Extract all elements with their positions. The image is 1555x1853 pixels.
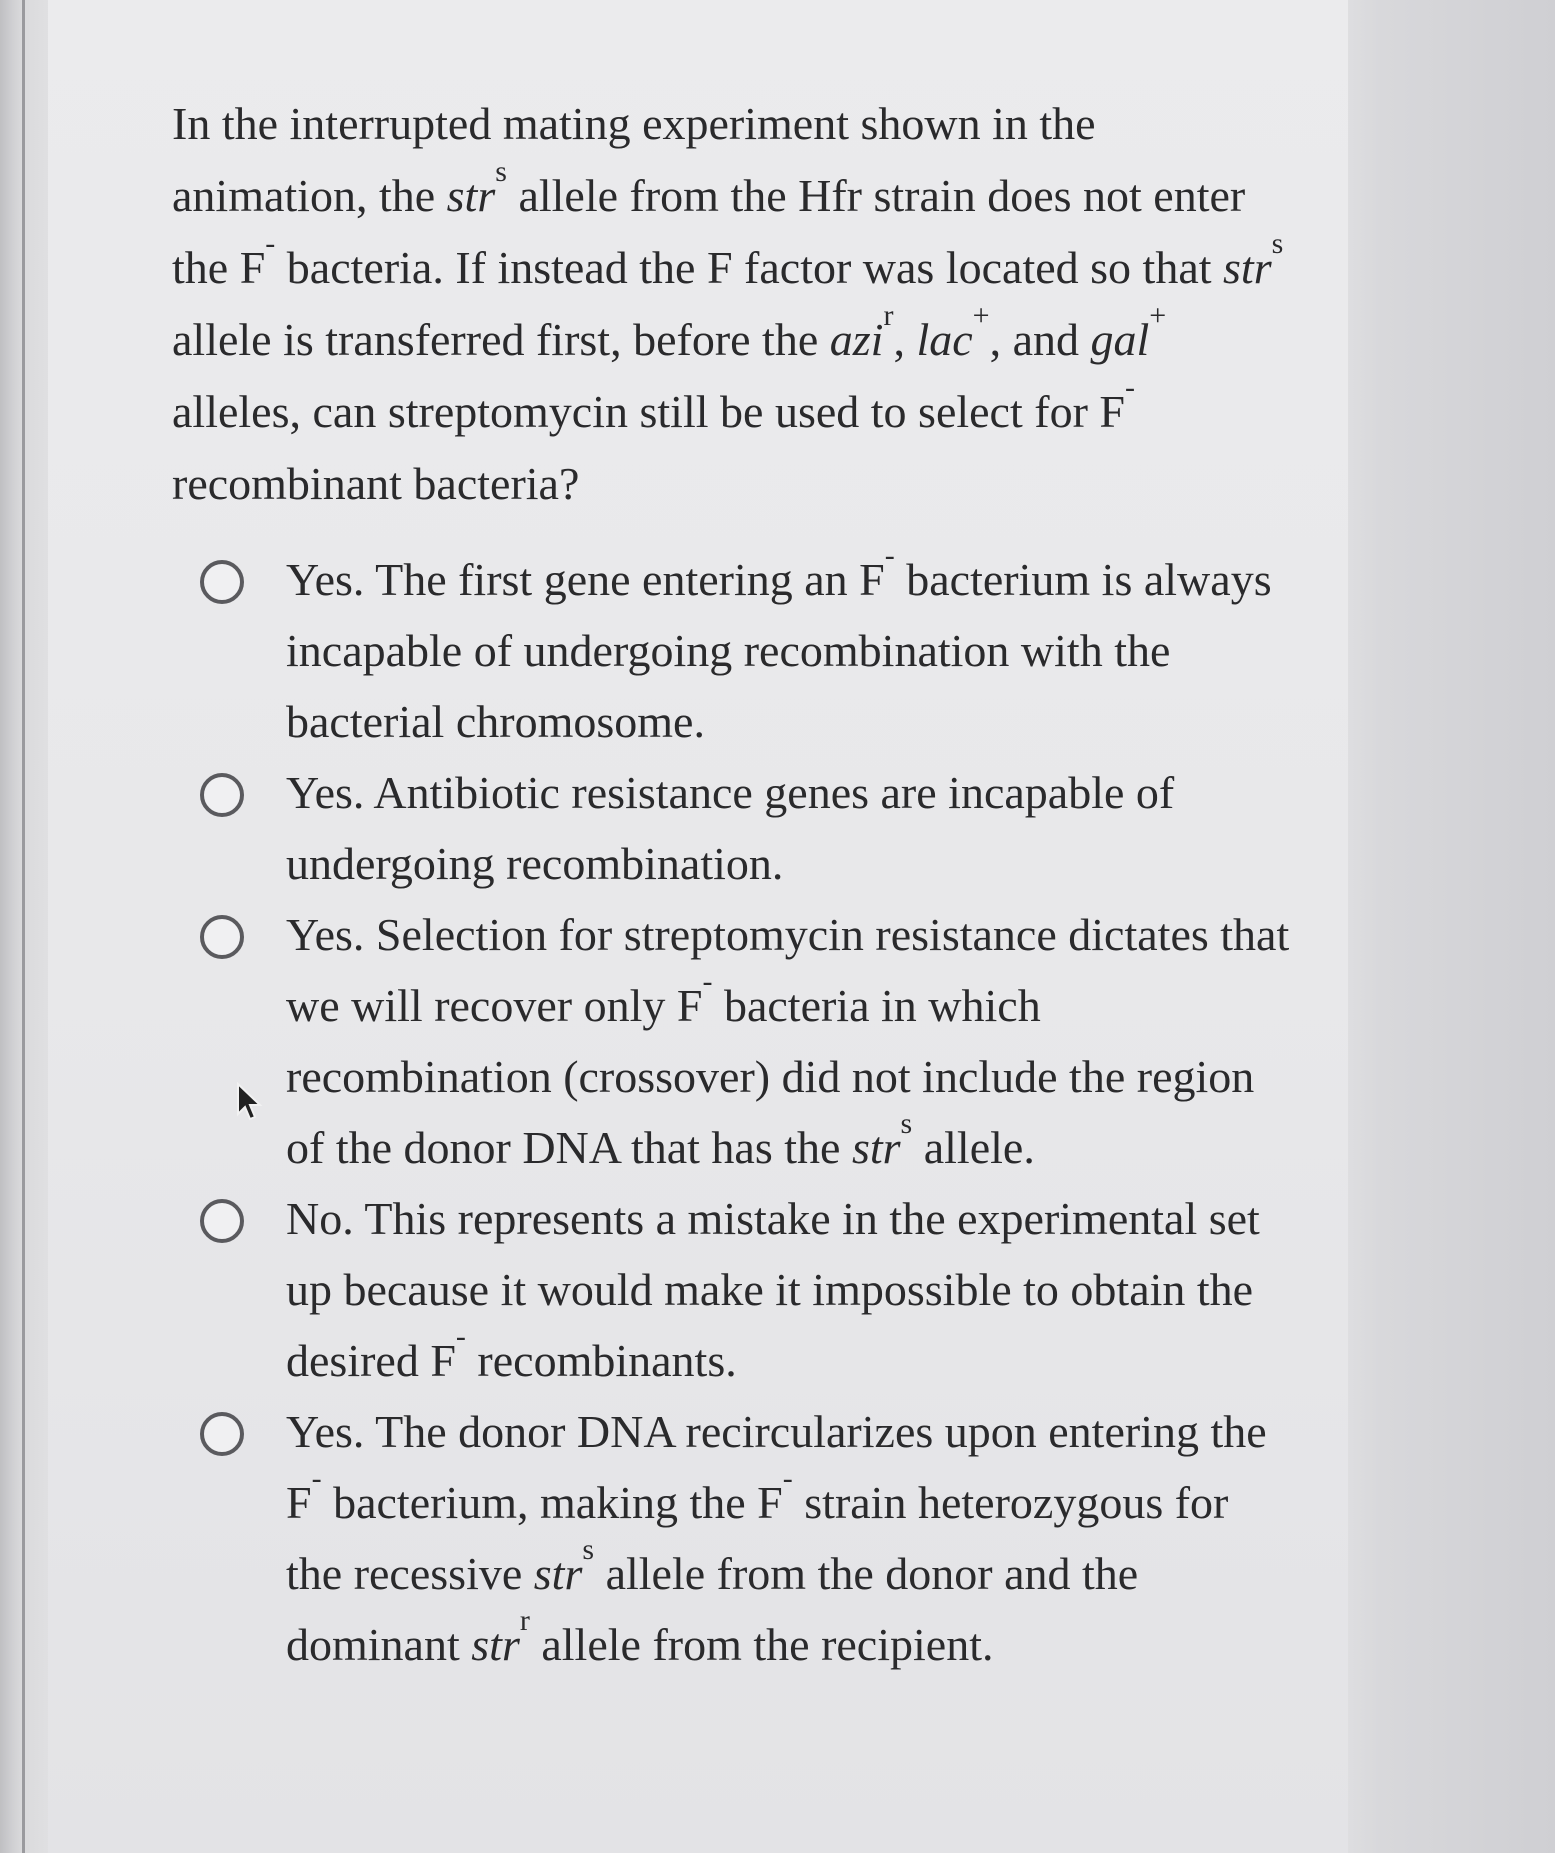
radio-unselected-icon[interactable]: [200, 915, 244, 959]
answer-option-2[interactable]: Yes. Antibiotic resistance genes are incapable of undergoing recombination.: [190, 757, 1292, 899]
answer-options: [172, 539, 1292, 1680]
radio-unselected-icon[interactable]: [200, 560, 244, 604]
answer-option-5[interactable]: Yes. The donor DNA recircularizes upon entering the F- bacterium, making the F- strain heterozygous for the recessive str$^s$ allele from the donor and the dominant str$^r$ allele from the recipient.: [190, 1396, 1292, 1680]
question-text: In the interrupted mating experiment shown in the animation, the str$^s$ allele from the Hfr strain does not enter the F- bacteria. If instead the F factor was located so that str$^s$ allele is transferred first, before the azi$^r$, lac+, and gal+ alleles, can streptomycin still be used to select for F- recombinant bacteria?: [172, 98, 1284, 509]
radio-unselected-icon[interactable]: [200, 773, 244, 817]
left-border: [22, 0, 25, 1853]
mouse-pointer-icon: [236, 1082, 264, 1122]
answer-option-1[interactable]: Yes. The first gene entering an F- bacterium is always incapable of undergoing recombination with the bacterial chromosome.: [190, 544, 1292, 757]
answer-option-3[interactable]: Yes. Selection for streptomycin resistance dictates that we will recover only F- bacteria in which recombination (crossover) did not include the region of the donor DNA that has the str$^s$ allele.: [190, 899, 1292, 1183]
radio-unselected-icon[interactable]: [200, 1199, 244, 1243]
radio-unselected-icon[interactable]: [200, 1412, 244, 1456]
question-content: [172, 88, 1292, 1680]
answer-option-4[interactable]: No. This represents a mistake in the experimental set up because it would make it impossible to obtain the desired F- recombinants.: [190, 1183, 1292, 1396]
